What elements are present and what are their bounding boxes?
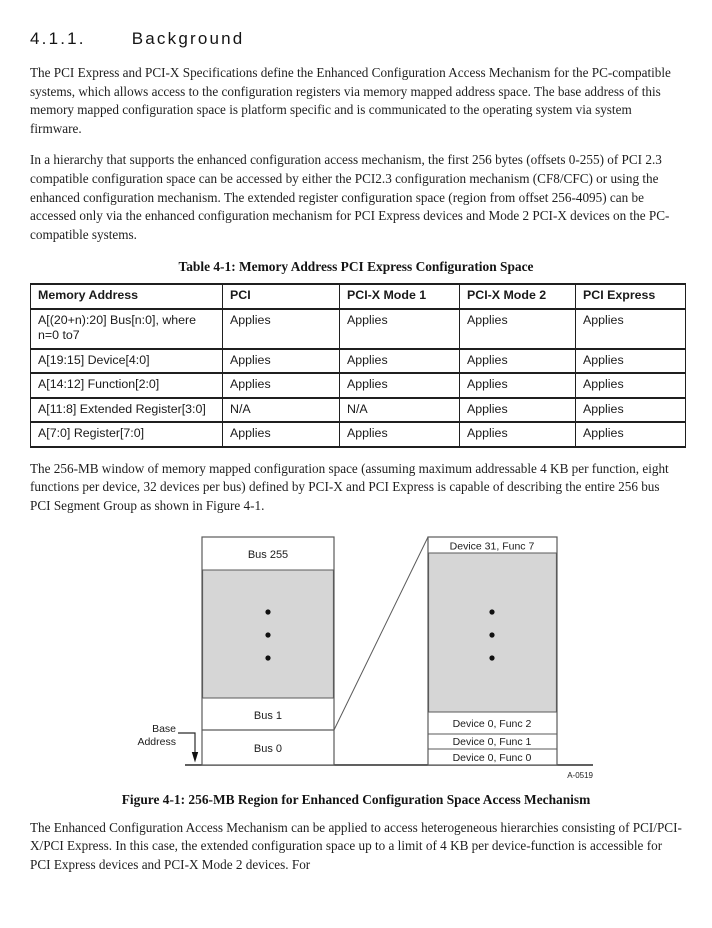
bus-stack [202,537,334,765]
base-address-label-line1: Base [152,722,176,735]
figure-artifact-id: A-0519 [567,770,593,780]
dev0-func2-label: Device 0, Func 2 [452,717,532,730]
base-address-leader-line [178,733,195,754]
paragraph-4: The Enhanced Configuration Access Mechanism can be applied to access heterogeneous hierarchies consisting of PCI/PCI-X/PCI Express. In this case, the extended configuration space up to a limit of 4 KB per device-function is accessible for PCI Express devices and PCI-X Mode 2 devices. For [30,819,682,872]
cell-value: Applies [223,349,340,374]
down-arrow-icon [192,752,198,763]
header-pcix-mode2: PCI-X Mode 2 [460,284,576,309]
bus1-label: Bus 1 [253,709,283,722]
dev31-func7-label: Device 31, Func 7 [449,540,535,553]
paragraph-2: In a hierarchy that supports the enhanced configuration access mechanism, the first 256 bytes (offsets 0-255) of PCI 2.3 compatible configuration space can be accessed by either the PCI2.3 configuration mechanism (CF8/CFC) or using the enhanced configuration mechanism. The extended register configuration space (region from offset 256-4095) can be accessed only via the enhanced configuration mechanism for PCI Express devices and Mode 2 PCI-X devices on the PC-compatible systems. [30,152,670,242]
header-pci-express: PCI Express [576,284,686,309]
header-pci: PCI [223,284,340,309]
cell-value: Applies [340,349,460,374]
paragraph-3: The 256-MB window of memory mapped configuration space (assuming maximum addressable 4 KB per function, eight functions per device, 32 devices per bus) defined by PCI-X and PCI Express is capable of describing the entire 256 bus PCI Segment Group as shown in Figure 4-1. [30,460,669,514]
cell-value: Applies [460,422,576,447]
cell-value: Applies [223,422,340,447]
bus255-label: Bus 255 [247,548,289,561]
table-row [31,398,686,423]
cell-value: Applies [576,309,686,349]
cell-address: A[7:0] Register[7:0] [31,422,223,447]
table-caption: Table 4-1: Memory Address PCI Express Configuration Space [178,259,534,275]
cell-value: Applies [460,349,576,374]
table-row [31,349,686,374]
cell-value: Applies [576,398,686,423]
table-row [31,373,686,398]
expansion-line [334,537,428,730]
cell-value: Applies [223,373,340,398]
cell-value: N/A [340,398,460,423]
base-address-label-line2: Address [137,735,176,748]
figure-caption: Figure 4-1: 256-MB Region for Enhanced Configuration Space Access Mechanism [121,791,591,807]
cell-value: Applies [223,309,340,349]
dev0-func1-label: Device 0, Func 1 [452,735,532,748]
cell-value: Applies [340,422,460,447]
cell-value: Applies [460,398,576,423]
header-memory-address: Memory Address [31,284,223,309]
base-address-pointer [137,723,198,763]
section-title: Background [131,29,245,48]
section-number: 4.1.1. [30,29,86,48]
table-row [31,309,686,349]
cell-value: Applies [576,373,686,398]
memory-region-diagram [96,530,616,785]
table-row [31,422,686,447]
cell-value: Applies [576,349,686,374]
cell-value: N/A [223,398,340,423]
document-page [30,0,682,874]
bus0-label: Bus 0 [253,742,283,755]
header-pcix-mode1: PCI-X Mode 1 [340,284,460,309]
cell-value: Applies [340,309,460,349]
section-heading [30,28,682,50]
cell-value: Applies [460,309,576,349]
cell-address: A[11:8] Extended Register[3:0] [31,398,223,423]
cell-address: A[19:15] Device[4:0] [31,349,223,374]
device-stack [428,537,557,765]
cell-address: A[14:12] Function[2:0] [31,373,223,398]
figure-4-1-diagram [96,530,616,785]
dev0-func0-label: Device 0, Func 0 [452,751,532,764]
config-space-table [30,283,686,448]
cell-value: Applies [460,373,576,398]
table-header-row [31,284,686,309]
paragraph-1: The PCI Express and PCI-X Specifications define the Enhanced Configuration Access Mechanism for the PC-compatible systems, which allows access to the configuration registers via memory mapped address space. The base address of this memory mapped configuration space is platform specific and is communicated to the operating system via system firmware. [30,65,671,136]
cell-value: Applies [576,422,686,447]
cell-address: A[(20+n):20] Bus[n:0], where n=0 to7 [31,309,223,349]
cell-value: Applies [340,373,460,398]
